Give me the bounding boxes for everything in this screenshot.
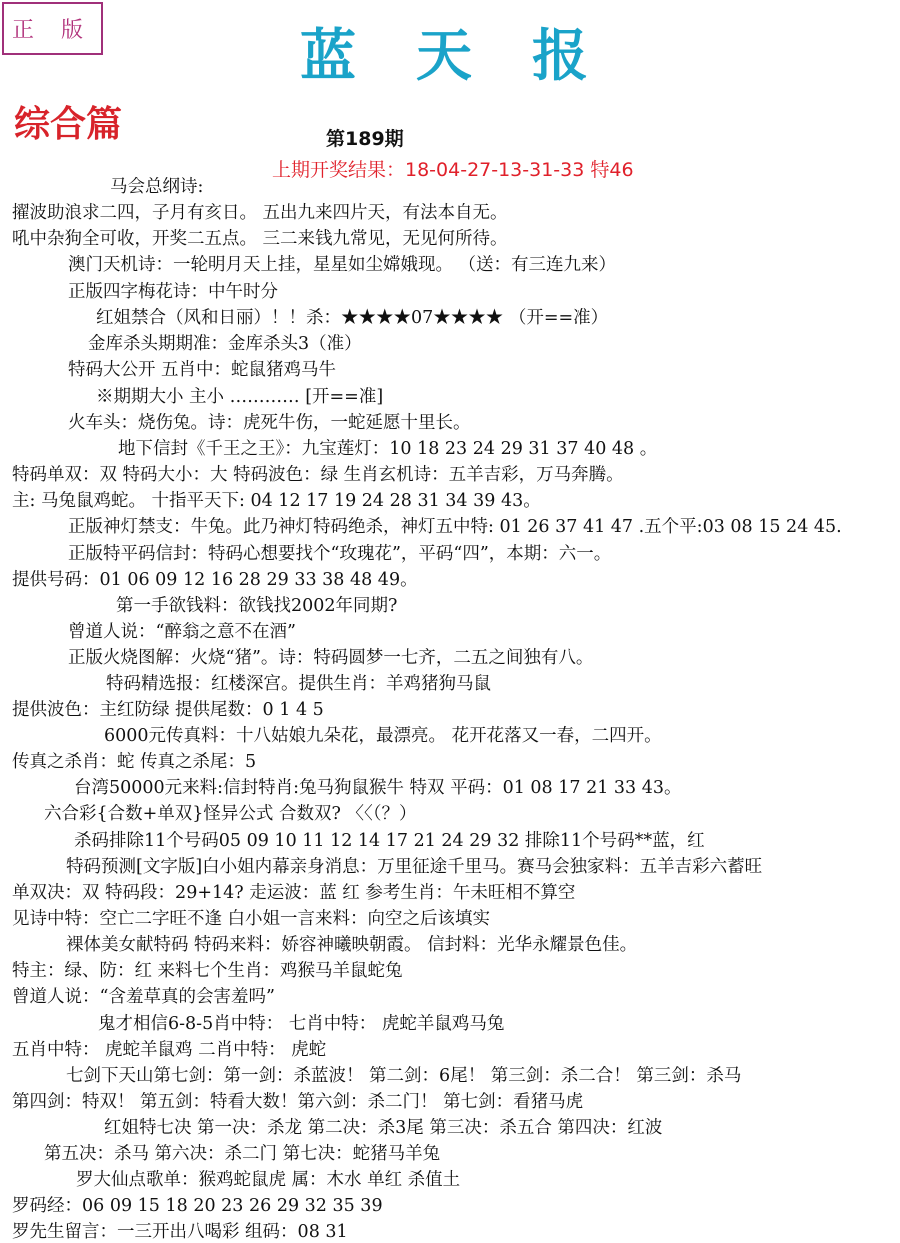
text-line: 提供号码：01 06 09 12 16 28 29 33 38 48 49。 <box>12 570 418 590</box>
text-line: 正版四字梅花诗：中午时分 <box>68 282 278 302</box>
text-line: 火车头：烧伤兔。诗：虎死牛伤，一蛇延愿十里长。 <box>68 413 471 433</box>
text-line: 罗先生留言：一三开出八喝彩 组码：08 31 <box>12 1222 348 1242</box>
text-line: 特码单双：双 特码大小：大 特码波色：绿 生肖玄机诗：五羊吉彩，万马奔腾。 <box>12 465 624 485</box>
text-line: 主: 马兔鼠鸡蛇。 十指平天下: 04 12 17 19 24 28 31 34 39 43。 <box>12 491 541 511</box>
text-line: 第四剑：特双！ 第五剑：特看大数！第六剑：杀二门！ 第七剑：看猪马虎 <box>12 1092 584 1112</box>
text-line: 马会总纲诗: <box>110 177 204 197</box>
text-line: 曾道人说：“含羞草真的会害羞吗” <box>12 987 275 1007</box>
text-line: 六合彩{合数+单双}怪异公式 合数双? 〈〈（？） <box>44 804 417 824</box>
text-line: 第五决：杀马 第六决：杀二门 第七决：蛇猪马羊兔 <box>44 1144 441 1164</box>
text-line: 鬼才相信6-8-5肖中特： 七肖中特： 虎蛇羊鼠鸡马兔 <box>98 1014 505 1034</box>
text-line: 澳门天机诗：一轮明月天上挂，星星如尘嫦娥现。 （送：有三连九来） <box>68 255 617 275</box>
text-line: 地下信封《千王之王》：九宝莲灯：10 18 23 24 29 31 37 40 48 。 <box>118 439 658 459</box>
issue-number: 第189期 <box>326 128 404 150</box>
text-line: 金库杀头期期准：金库杀头3（准） <box>88 334 362 354</box>
text-line: 传真之杀肖：蛇 传真之杀尾：5 <box>12 752 257 772</box>
text-line: 正版特平码信封：特码心想要找个“玫瑰花”，平码“四”，本期：六一。 <box>68 544 612 564</box>
authentic-stamp: 正 版 <box>2 2 103 55</box>
text-line: 曾道人说：“醉翁之意不在酒” <box>68 622 296 642</box>
text-line: 红姐禁合（风和日丽）！！杀：★★★★07★★★★ （开==准） <box>96 308 609 328</box>
text-line: ※期期大小 主小 ………… [开==准] <box>96 387 384 407</box>
text-line: 红姐特七决 第一决：杀龙 第二决：杀3尾 第三决：杀五合 第四决：红波 <box>104 1118 663 1138</box>
text-line: 提供波色：主红防绿 提供尾数：0 1 4 5 <box>12 700 324 720</box>
section-title: 综合篇 <box>14 103 123 145</box>
text-line: 罗码经：06 09 15 18 20 23 26 29 32 35 39 <box>12 1196 383 1216</box>
last-draw-result: 上期开奖结果：18-04-27-13-31-33 特46 <box>272 159 634 181</box>
text-line: 罗大仙点歌单：猴鸡蛇鼠虎 属：木水 单红 杀值土 <box>76 1170 461 1190</box>
text-line: 吼中杂狗全可收，开奖二五点。 三二来钱九常见，无见何所待。 <box>12 229 508 249</box>
text-line: 第一手欲钱料：欲钱找2002年同期? <box>116 596 398 616</box>
text-line: 五肖中特： 虎蛇羊鼠鸡 二肖中特： 虎蛇 <box>12 1040 327 1060</box>
newspaper-masthead: 蓝天报 <box>300 23 648 89</box>
text-line: 七剑下天山第七剑：第一剑：杀蓝波！ 第二剑：6尾！ 第三剑：杀二合！ 第三剑：杀马 <box>66 1066 742 1086</box>
text-line: 6000元传真料：十八姑娘九朵花，最漂亮。 花开花落又一春，二四开。 <box>104 726 662 746</box>
text-line: 裸体美女献特码 特码来料：娇容神曦映朝霞。 信封料：光华永耀景色佳。 <box>66 935 638 955</box>
text-line: 特码预测[文字版]白小姐内幕亲身消息：万里征途千里马。赛马会独家料：五羊吉彩六蓄旺 <box>66 857 763 877</box>
text-line: 特主：绿、防：红 来料七个生肖：鸡猴马羊鼠蛇兔 <box>12 961 403 981</box>
text-line: 见诗中特：空亡二字旺不逢 白小姐一言来料：向空之后该填实 <box>12 909 491 929</box>
text-line: 特码精选报：红楼深宫。提供生肖：羊鸡猪狗马鼠 <box>106 674 491 694</box>
text-line: 台湾50000元来料:信封特肖:兔马狗鼠猴牛 特双 平码：01 08 17 21 33 43。 <box>74 778 682 798</box>
text-line: 特码大公开 五肖中：蛇鼠猪鸡马牛 <box>68 360 337 380</box>
text-line: 擢波助浪求二四，子月有亥日。 五出九来四片天，有法本自无。 <box>12 203 508 223</box>
text-line: 正版神灯禁支：牛兔。此乃神灯特码绝杀，神灯五中特: 01 26 37 41 47 .五个平:03 08 15 24 45. <box>68 517 842 537</box>
text-line: 单双决：双 特码段：29+14? 走运波：蓝 红 参考生肖：午未旺相不算空 <box>12 883 576 903</box>
text-line: 正版火烧图解：火烧“猪”。诗：特码圆梦一七齐，二五之间独有八。 <box>68 648 594 668</box>
text-line: 杀码排除11个号码05 09 10 11 12 14 17 21 24 29 32 排除11个号码**蓝，红 <box>74 831 705 851</box>
